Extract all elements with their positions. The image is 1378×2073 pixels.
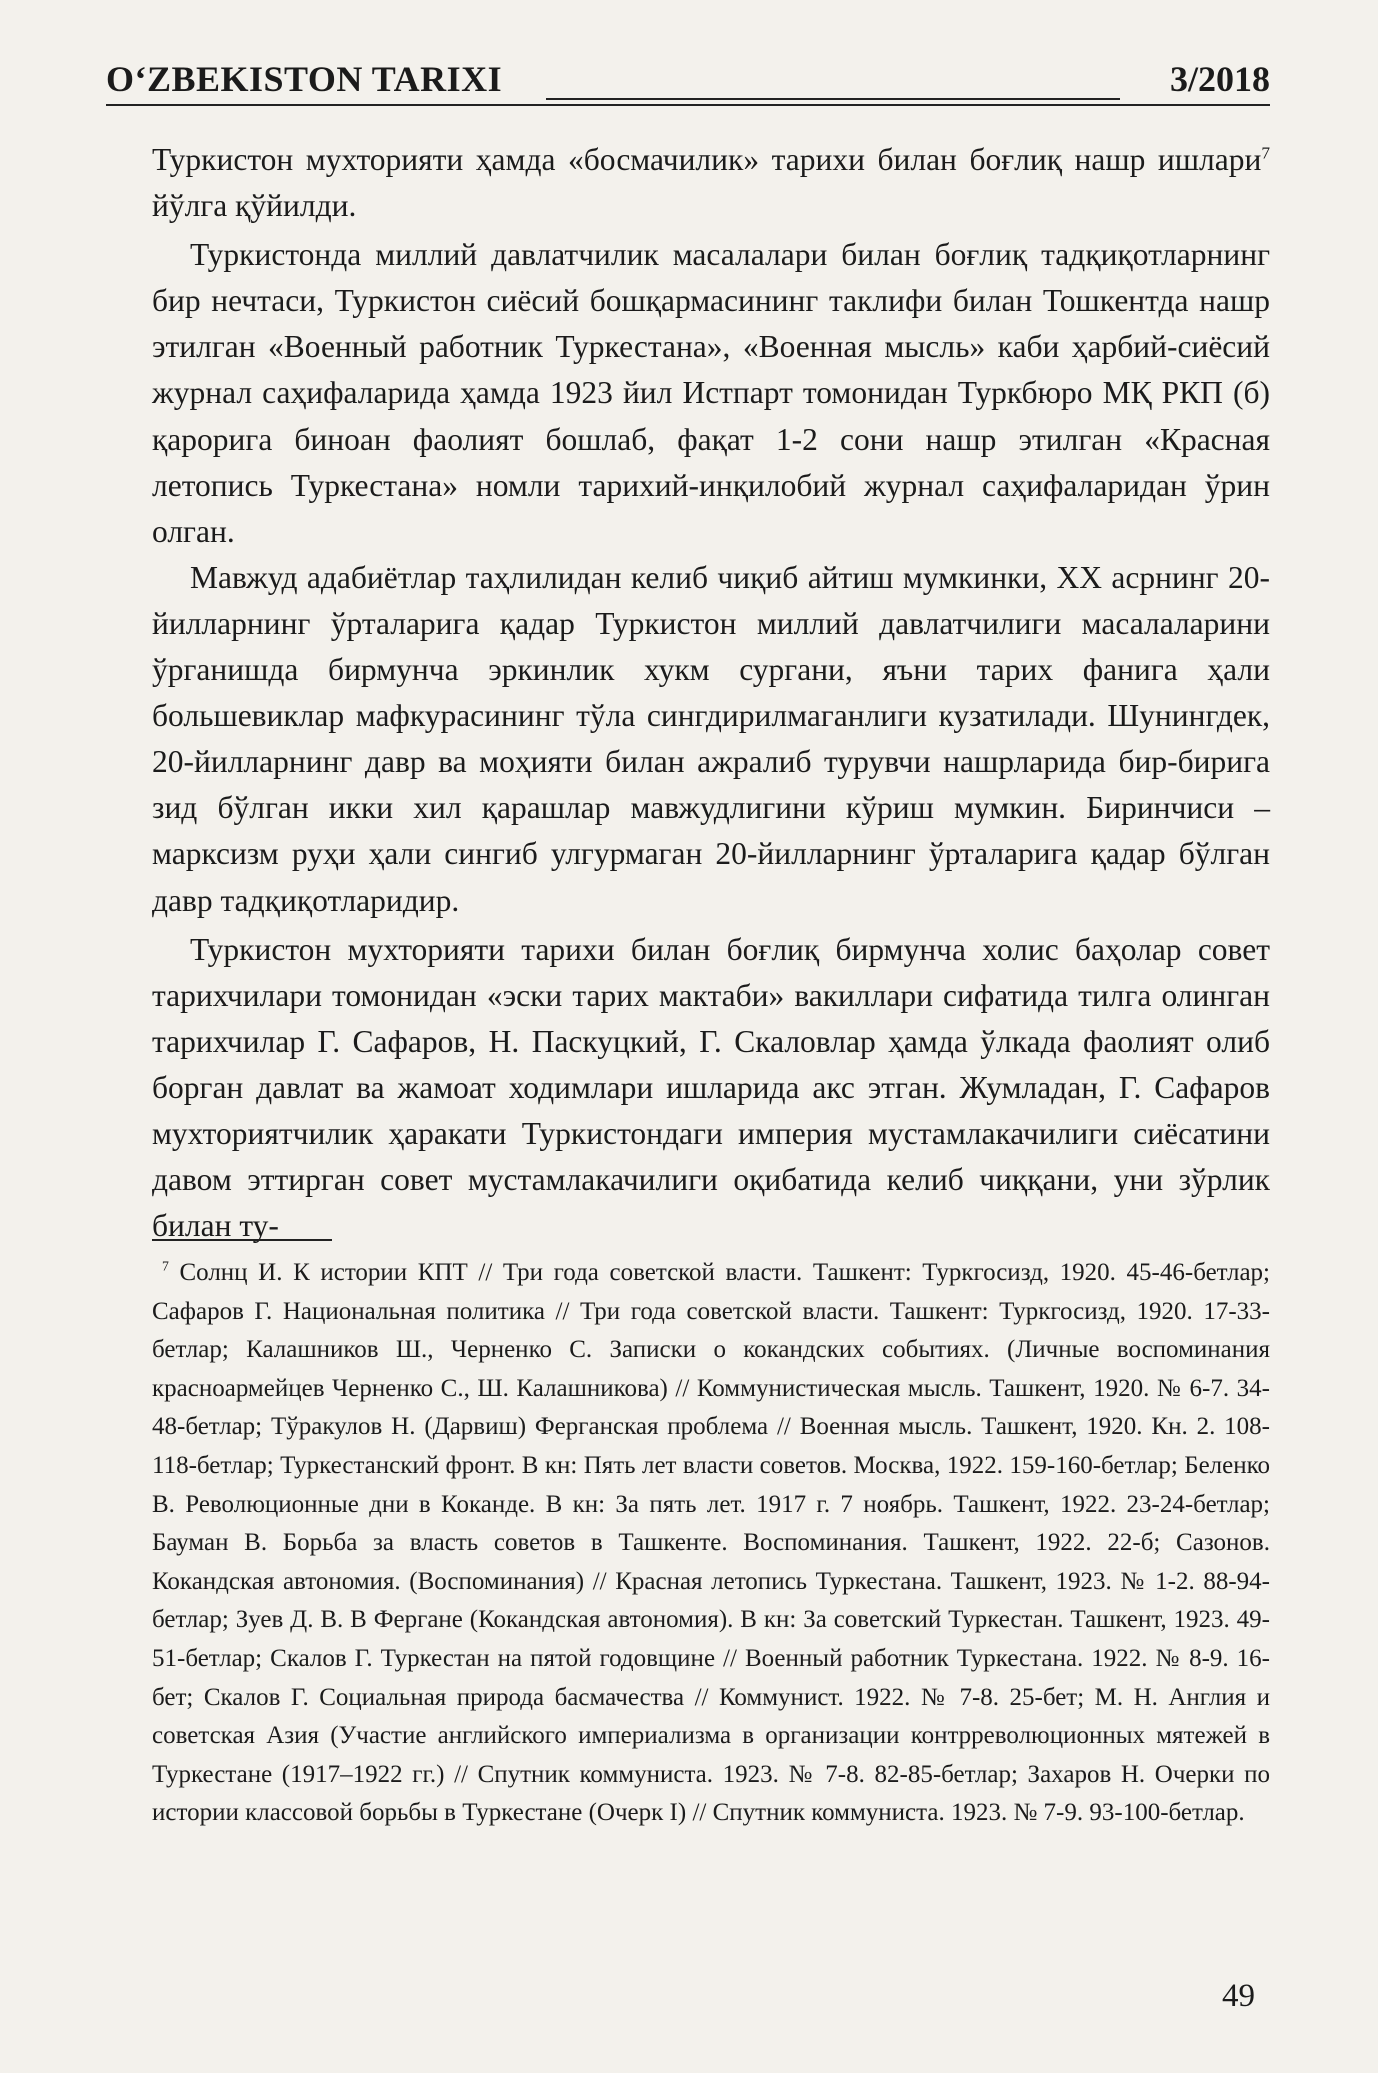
footnote xyxy=(152,1254,1270,1833)
footnote-number: 7 xyxy=(162,1258,169,1274)
footnote-ref: 7 xyxy=(1261,143,1270,163)
main-text xyxy=(152,137,1270,1249)
page-number: 49 xyxy=(1222,1978,1255,2014)
footnote-7 xyxy=(152,1254,1270,1833)
paragraph-1-tail: йўлга қўйилди. xyxy=(152,188,357,224)
footnote-separator xyxy=(152,1239,332,1241)
paragraph-2: Туркистонда миллий давлатчилик масалалари билан боғлиқ тадқиқотларнинг бир нечтаси, Туркистон сиёсий бошқармасининг таклифи билан Тошкентда нашр этилган «Военный работник Туркестана», «Военная мысль» каби ҳарбий-сиёсий журнал саҳифаларида ҳамда 1923 йил Истпарт томонидан Туркбюро МҚ РКП (б) қарорига биноан фаолият бошлаб, фақат 1-2 сони нашр этилган «Красная летопись Туркестана» номли тарихий-инқилобий журнал саҳифаларидан ўрин олган. xyxy=(152,237,1270,549)
footnote-text: Солнц И. К истории КПТ // Три года советской власти. Ташкент: Туркгосизд, 1920. 45-46-бетлар; Сафаров Г. Национальная политика // Три года советской власти. Ташкент: Туркгосизд, 1920. 17-33-бетлар; Калашников Ш., Черненко С. Записки о кокандских событиях. (Личные воспоминания красноармейцев Черненко С., Ш. Калашникова) // Коммунистическая мысль. Ташкент, 1920. № 6-7. 34-48-бетлар; Тўракулов Н. (Дарвиш) Ферганская проблема // Военная мысль. Ташкент, 1920. Кн. 2. 108-118-бетлар; Туркестанский фронт. В кн: Пять лет власти советов. Москва, 1922. 159-160-бетлар; Беленко В. Революционные дни в Коканде. В кн: За пять лет. 1917 г. 7 ноябрь. Ташкент, 1922. 23-24-бетлар; Бауман В. Борьба за власть советов в Ташкенте. Воспоминания. Ташкент, 1922. 22-б; Сазонов. Кокандская автономия. (Воспоминания) // Красная летопись Туркестана. Ташкент, 1923. № 1-2. 88-94-бетлар; Зуев Д. В. В Фергане (Кокандская автономия). В кн: За советский Туркестан. Ташкент, 1923. 49-51-бетлар; Скалов Г. Туркестан на пятой годовщине // Военный работник Туркестана. 1922. № 8-9. 16-бет; Скалов Г. Социальная природа басмачества // Коммунист. 1922. № 7-8. 25-бет; М. Н. Англия и советская Азия (Участие английского империализма в организации контрреволюционных мятежей в Туркестане (1917–1922 гг.) // Спутник коммуниста. 1923. № 7-8. 82-85-бетлар; Захаров Н. Очерки по истории классовой борьбы в Туркестане (Очерк I) // Спутник коммуниста. 1923. № 7-9. 93-100-бетлар. xyxy=(152,1259,1270,1827)
journal-title: O‘ZBEKISTON TARIXI xyxy=(106,59,503,99)
paragraph-1 xyxy=(152,137,1270,229)
header-rule xyxy=(546,98,1120,100)
paragraph-4: Туркистон мухторияти тарихи билан боғлиқ бирмунча холис баҳолар совет тарихчилари томонидан «эски тарих мактаби» вакиллари сифатида тилга олинган тарихчилар Г. Сафаров, Н. Паскуцкий, Г. Скаловлар ҳамда ўлкада фаолият олиб борган давлат ва жамоат ходимлари ишларида акс этган. Жумладан, Г. Сафаров мухториятчилик ҳаракати Туркистондаги империя мустамлакачилиги сиёсатини давом эттирган совет мустамлакачилиги оқибатида келиб чиққани, уни зўрлик билан ту- xyxy=(152,931,1270,1244)
header-underline xyxy=(106,104,1270,106)
paragraph-1-text: Туркистон мухторияти ҳамда «босмачилик» тарихи билан боғлиқ нашр ишлари xyxy=(152,142,1262,177)
running-header xyxy=(106,58,1270,108)
issue-number: 3/2018 xyxy=(1169,59,1270,99)
paragraph-3: Мавжуд адабиётлар таҳлилидан келиб чиқиб айтиш мумкинки, XX асрнинг 20-йилларнинг ўрталарига қадар Туркистон миллий давлатчилиги масалаларини ўрганишда бирмунча эркинлик хукм сургани, яъни тарих фанига ҳали большевиклар мафкурасининг тўла сингдирилмаганлиги кузатилади. Шунингдек, 20-йилларнинг давр ва моҳияти билан ажралиб турувчи нашрларида бир-бирига зид бўлган икки хил қарашлар мавжудлигини кўриш мумкин. Биринчиси – марксизм руҳи ҳали сингиб улгурмаган 20-йилларнинг ўрталарига қадар бўлган давр тадқиқотларидир. xyxy=(152,559,1270,918)
